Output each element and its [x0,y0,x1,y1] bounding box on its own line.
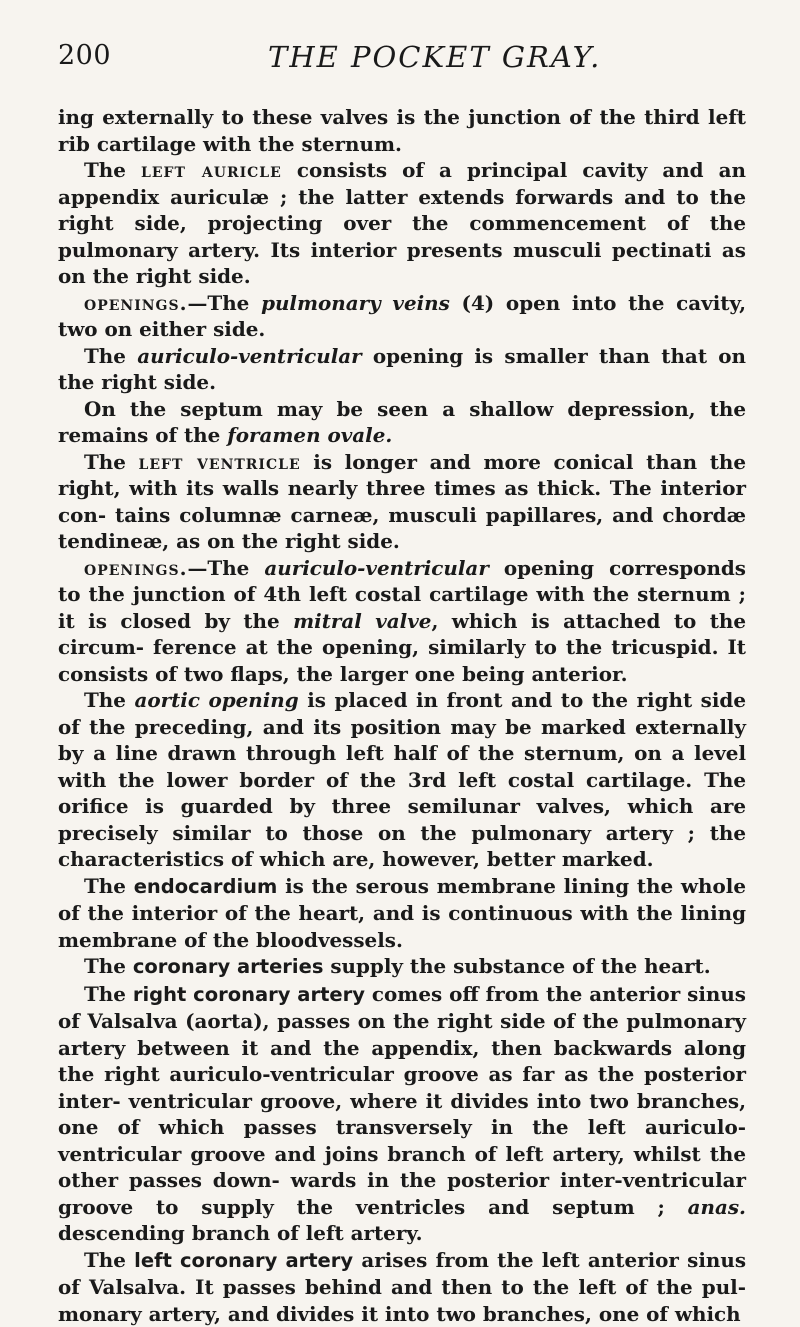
bold-term: left coronary artery [134,1249,353,1272]
small-caps-heading: openings. [84,556,188,580]
paragraph-openings-pulmonary-veins [58,290,746,343]
italic-term: foramen ovale. [227,423,392,447]
italic-term: auriculo-ventricular [264,556,488,580]
text-run: arises from the left anterior sinus of Valsalva. It passes behind and then to the left of the pul- monary artery, and divides it into two branches, one of which [58,1248,746,1326]
running-header [58,40,746,84]
text-run: consists of a principal cavity and an appendix auriculæ ; the latter extends forwards and to the right side, projecting over the commencement of the pulmonary artery. Its interior presents musculi pectinati as on the right side. [58,158,746,288]
small-caps-heading: left ventricle [139,450,301,474]
paragraph-auriculo-ventricular-opening [58,343,746,396]
paragraph-left-coronary-artery [58,1247,746,1327]
paragraph-coronary-arteries [58,953,746,981]
body-text [58,104,746,1327]
paragraph-left-ventricle [58,449,746,555]
paragraph-endocardium [58,873,746,954]
text-run: is the serous membrane lining the whole of the interior of the heart, and is continuous with the lining membrane of the bloodvessels. [58,874,746,952]
small-caps-heading: openings. [84,291,188,315]
paragraph-left-auricle [58,157,746,290]
text-run: The [84,874,134,898]
text-run: is placed in front and to the right side of the preceding, and its position may be marked externally by a line drawn through left half of the sternum, on a level with the lower border of the 3rd left costal cartilage. The orifice is guarded by three semilunar valves, which are precisely similar to those on the pulmonary artery ; the characteristics of which are, however, better marked. [58,688,746,871]
italic-term: anas. [688,1195,746,1219]
text-run: On the septum may be seen a shallow depression, the remains of the [58,397,746,448]
paragraph [58,104,746,157]
text-run: The [84,688,134,712]
italic-term: aortic opening [134,688,298,712]
text-run: opening corresponds to the junction of 4th left costal cartilage with the sternum ; it is closed by the [58,556,746,633]
page-number: 200 [58,40,111,71]
text-run: The [84,1248,134,1272]
small-caps-heading: left auricle [141,158,282,182]
text-run: supply the substance of the heart. [323,954,710,978]
bold-term: coronary arteries [133,955,324,978]
text-run: —The [188,291,262,315]
text-run: (4) open into the cavity, two on either side. [58,291,746,342]
italic-term: pulmonary veins [261,291,450,315]
paragraph-aortic-opening [58,687,746,873]
running-title: THE POCKET GRAY. [268,40,601,74]
text-run: descending branch of left artery. [58,1221,423,1245]
paragraph-foramen-ovale [58,396,746,449]
italic-term: auriculo-ventricular [137,344,361,368]
bold-term: endocardium [134,875,278,898]
text-run: —The [188,556,265,580]
text-run: The [84,344,137,368]
text-run: opening is smaller than that on the right side. [58,344,746,395]
paragraph-openings-mitral-valve [58,555,746,688]
text-run: The [84,954,133,978]
text-run: The [84,158,141,182]
paragraph-right-coronary-artery [58,981,746,1247]
bold-term: right coronary artery [133,983,365,1006]
text-run: , which is attached to the circum- ference at the opening, similarly to the tricuspid. It consists of two flaps, the larger one being anterior. [58,609,746,686]
text-run: The [84,450,139,474]
text-run: is longer and more conical than the right, with its walls nearly three times as thick. The interior con- tains columnæ carneæ, musculi papillares, and chordæ tendineæ, as on the right side. [58,450,746,554]
text-run: The [84,982,133,1006]
text-run: ing externally to these valves is the junction of the third left rib cartilage with the sternum. [58,105,746,156]
text-run: comes off from the anterior sinus of Valsalva (aorta), passes on the right side of the pulmonary artery between it and the appendix, then backwards along the right auriculo-ventricular groove as far as the posterior inter- ventricular groove, where it divides into two branches, one of which passes transversely in the left auriculo-ventricular groove and joins branch of left artery, whilst the other passes down- wards in the posterior inter-ventricular groove to supply the ventricles and septum ; [58,982,746,1219]
italic-term: mitral valve [293,609,431,633]
